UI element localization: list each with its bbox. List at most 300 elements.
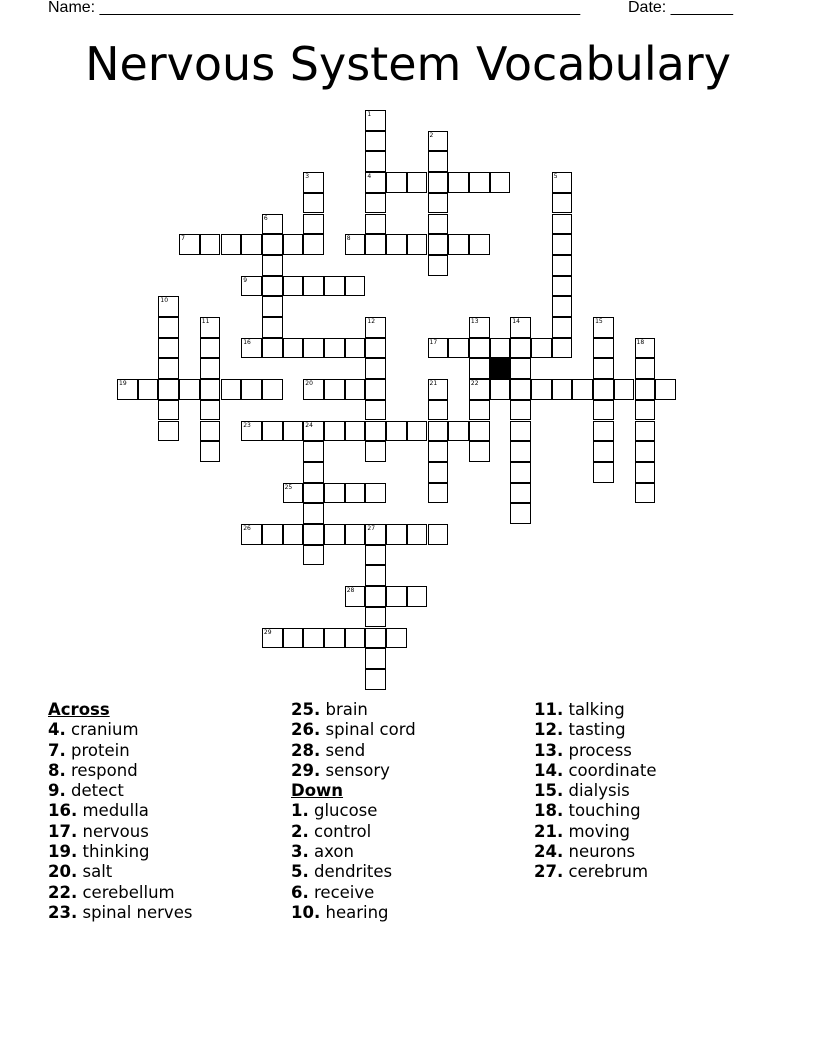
grid-cell[interactable] [345, 276, 366, 297]
clue-number: 2 [429, 131, 434, 139]
grid-cell[interactable] [365, 214, 386, 235]
grid-cell[interactable] [158, 421, 179, 442]
name-field-label[interactable]: Name: ______________________________________________________ [48, 0, 581, 16]
grid-cell[interactable] [365, 565, 386, 586]
grid-cell[interactable] [510, 483, 531, 504]
grid-cell[interactable] [469, 338, 490, 359]
grid-cell[interactable] [593, 338, 614, 359]
grid-cell[interactable] [552, 255, 573, 276]
grid-cell[interactable] [552, 276, 573, 297]
clue-item [48, 741, 192, 761]
clue-item-text: send [325, 740, 366, 760]
clue-item [291, 903, 416, 923]
grid-cell[interactable] [365, 317, 386, 338]
clue-number: 14 [512, 318, 520, 325]
clue-item-text: hearing [325, 902, 389, 922]
clue-item-text: glucose [314, 801, 378, 821]
grid-cell[interactable] [303, 462, 324, 483]
grid-cell[interactable] [386, 586, 407, 607]
grid-cell[interactable] [283, 234, 304, 255]
clue-item-number: 2. [291, 821, 309, 841]
grid-cell[interactable] [365, 648, 386, 669]
grid-cell[interactable] [345, 421, 366, 442]
grid-cell[interactable] [593, 358, 614, 379]
grid-cell[interactable] [593, 317, 614, 338]
grid-cell[interactable] [469, 234, 490, 255]
grid-cell[interactable] [428, 421, 449, 442]
grid-cell[interactable] [510, 462, 531, 483]
grid-cell[interactable] [448, 338, 469, 359]
clue-item [291, 842, 416, 862]
grid-cell[interactable] [241, 421, 262, 442]
grid-cell[interactable] [365, 586, 386, 607]
grid-cell[interactable] [241, 524, 262, 545]
grid-cell[interactable] [428, 483, 449, 504]
clue-item-text: sensory [325, 760, 390, 780]
grid-cell[interactable] [241, 379, 262, 400]
grid-cell[interactable] [407, 234, 428, 255]
clue-number: 8 [346, 235, 351, 243]
clue-item-text: coordinate [568, 760, 657, 780]
grid-cell[interactable] [531, 338, 552, 359]
clue-item-text: thinking [82, 842, 150, 862]
clue-item-text: tasting [568, 720, 626, 740]
clue-item [48, 781, 192, 801]
clue-item-text: cerebellum [82, 882, 175, 902]
grid-cell[interactable] [635, 358, 656, 379]
grid-cell[interactable] [510, 400, 531, 421]
grid-cell[interactable] [469, 441, 490, 462]
clue-item-text: talking [568, 700, 625, 719]
down-heading: Down [291, 781, 344, 801]
clue-number: 3 [305, 173, 310, 181]
clue-item-text: dialysis [568, 781, 630, 801]
clue-item [291, 801, 416, 821]
clue-item [291, 720, 416, 740]
clue-column-3 [534, 700, 657, 883]
grid-cell[interactable] [469, 172, 490, 193]
clue-number: 16 [243, 338, 251, 346]
clue-number: 27 [367, 525, 376, 532]
clue-number: 15 [595, 318, 603, 325]
grid-cell[interactable] [448, 172, 469, 193]
grid-cell[interactable] [303, 193, 324, 214]
grid-cell[interactable] [283, 524, 304, 545]
grid-cell[interactable] [262, 379, 283, 400]
grid-cell[interactable] [200, 441, 221, 462]
clue-item [291, 700, 416, 720]
grid-cell[interactable] [200, 234, 221, 255]
grid-cell[interactable] [614, 379, 635, 400]
grid-cell[interactable] [552, 296, 573, 317]
grid-cell[interactable] [469, 379, 490, 400]
clue-item-text: brain [325, 700, 368, 719]
clue-number: 25 [284, 483, 293, 491]
clue-number: 26 [243, 525, 251, 532]
clue-item-number: 24. [534, 842, 564, 862]
clue-item [48, 801, 192, 821]
grid-cell[interactable] [324, 628, 345, 649]
grid-cell[interactable] [365, 441, 386, 462]
grid-cell[interactable] [345, 628, 366, 649]
grid-cell[interactable] [345, 524, 366, 545]
clue-item-text: respond [71, 760, 138, 780]
grid-cell[interactable] [386, 524, 407, 545]
clue-item-number: 26. [291, 720, 321, 740]
clue-item-text: nervous [82, 821, 149, 841]
clue-item-text: spinal nerves [82, 902, 193, 922]
grid-cell[interactable] [283, 338, 304, 359]
clue-item-text: salt [82, 862, 113, 882]
grid-cell[interactable] [303, 276, 324, 297]
grid-cell[interactable] [469, 421, 490, 442]
grid-cell[interactable] [200, 317, 221, 338]
clue-item-number: 9. [48, 781, 66, 801]
grid-cell[interactable] [428, 193, 449, 214]
clue-number: 18 [636, 338, 645, 346]
grid-cell[interactable] [510, 503, 531, 524]
grid-cell[interactable] [158, 358, 179, 379]
clue-item-number: 5. [291, 862, 309, 882]
black-cell [490, 358, 511, 379]
grid-cell[interactable] [303, 524, 324, 545]
grid-cell[interactable] [635, 379, 656, 400]
grid-cell[interactable] [365, 669, 386, 690]
clue-item-text: medulla [82, 801, 149, 821]
grid-cell[interactable] [365, 379, 386, 400]
grid-cell[interactable] [283, 276, 304, 297]
clue-number: 28 [346, 587, 355, 595]
clue-item-text: dendrites [314, 862, 393, 882]
grid-cell[interactable] [303, 545, 324, 566]
grid-cell[interactable] [428, 338, 449, 359]
clue-item-text: touching [568, 801, 641, 821]
clue-item-number: 17. [48, 821, 78, 841]
grid-cell[interactable] [510, 338, 531, 359]
grid-cell[interactable] [365, 358, 386, 379]
grid-cell[interactable] [138, 379, 159, 400]
clue-item-number: 20. [48, 862, 78, 882]
grid-cell[interactable] [262, 276, 283, 297]
grid-cell[interactable] [221, 379, 242, 400]
grid-cell[interactable] [365, 172, 386, 193]
grid-cell[interactable] [407, 172, 428, 193]
clue-item-number: 10. [291, 902, 321, 922]
grid-cell[interactable] [593, 441, 614, 462]
clue-item-number: 1. [291, 801, 309, 821]
clue-item [48, 842, 192, 862]
grid-cell[interactable] [262, 628, 283, 649]
clue-item [534, 741, 657, 761]
grid-cell[interactable] [262, 255, 283, 276]
grid-cell[interactable] [510, 421, 531, 442]
clue-item-text: detect [71, 781, 124, 801]
grid-cell[interactable] [200, 421, 221, 442]
grid-cell[interactable] [365, 400, 386, 421]
grid-cell[interactable] [469, 317, 490, 338]
grid-cell[interactable] [365, 483, 386, 504]
grid-cell[interactable] [303, 628, 324, 649]
grid-cell[interactable] [324, 379, 345, 400]
grid-cell[interactable] [531, 379, 552, 400]
clue-item [534, 761, 657, 781]
grid-cell[interactable] [365, 110, 386, 131]
clue-item-number: 23. [48, 902, 78, 922]
grid-cell[interactable] [158, 338, 179, 359]
grid-cell[interactable] [200, 379, 221, 400]
grid-cell[interactable] [303, 503, 324, 524]
grid-cell[interactable] [365, 234, 386, 255]
grid-cell[interactable] [593, 462, 614, 483]
clue-number: 1 [367, 111, 372, 118]
grid-cell[interactable] [428, 131, 449, 152]
clue-number: 10 [160, 297, 169, 305]
grid-cell[interactable] [262, 296, 283, 317]
clue-item-number: 3. [291, 842, 309, 862]
grid-cell[interactable] [469, 358, 490, 379]
grid-cell[interactable] [283, 628, 304, 649]
clue-item [534, 862, 657, 882]
clue-number: 17 [429, 338, 438, 346]
grid-cell[interactable] [655, 379, 676, 400]
grid-cell[interactable] [428, 234, 449, 255]
grid-cell[interactable] [241, 234, 262, 255]
grid-cell[interactable] [262, 421, 283, 442]
grid-cell[interactable] [428, 441, 449, 462]
clue-number: 13 [470, 318, 479, 325]
grid-cell[interactable] [635, 462, 656, 483]
grid-cell[interactable] [324, 524, 345, 545]
grid-cell[interactable] [593, 421, 614, 442]
grid-cell[interactable] [490, 338, 511, 359]
grid-cell[interactable] [552, 214, 573, 235]
grid-cell[interactable] [386, 234, 407, 255]
grid-cell[interactable] [635, 400, 656, 421]
grid-cell[interactable] [386, 172, 407, 193]
grid-cell[interactable] [303, 483, 324, 504]
grid-cell[interactable] [407, 524, 428, 545]
clue-item-number: 22. [48, 882, 78, 902]
grid-cell[interactable] [552, 234, 573, 255]
grid-cell[interactable] [428, 524, 449, 545]
clue-item [291, 741, 416, 761]
grid-cell[interactable] [552, 317, 573, 338]
grid-cell[interactable] [158, 400, 179, 421]
clue-item-number: 21. [534, 821, 564, 841]
grid-cell[interactable] [324, 421, 345, 442]
grid-cell[interactable] [345, 483, 366, 504]
grid-cell[interactable] [593, 379, 614, 400]
clue-item-number: 18. [534, 801, 564, 821]
clue-item [48, 761, 192, 781]
grid-cell[interactable] [200, 400, 221, 421]
grid-cell[interactable] [407, 421, 428, 442]
grid-cell[interactable] [262, 234, 283, 255]
grid-cell[interactable] [428, 214, 449, 235]
clue-item-number: 15. [534, 781, 564, 801]
grid-cell[interactable] [635, 338, 656, 359]
grid-cell[interactable] [345, 586, 366, 607]
clue-item [291, 822, 416, 842]
clue-item-number: 6. [291, 882, 309, 902]
clue-item [48, 903, 192, 923]
grid-cell[interactable] [262, 317, 283, 338]
grid-cell[interactable] [365, 421, 386, 442]
clue-item-text: axon [314, 842, 354, 862]
clue-number: 5 [553, 173, 558, 181]
clue-item [291, 883, 416, 903]
clue-item [291, 761, 416, 781]
clue-number: 20 [305, 380, 313, 388]
grid-cell[interactable] [221, 234, 242, 255]
grid-cell[interactable] [469, 400, 490, 421]
grid-cell[interactable] [303, 441, 324, 462]
clue-item [48, 883, 192, 903]
grid-cell[interactable] [200, 358, 221, 379]
grid-cell[interactable] [324, 338, 345, 359]
grid-cell[interactable] [179, 379, 200, 400]
grid-cell[interactable] [365, 131, 386, 152]
grid-cell[interactable] [345, 234, 366, 255]
clue-number: 24 [305, 421, 313, 429]
clue-item-number: 7. [48, 740, 66, 760]
grid-cell[interactable] [386, 628, 407, 649]
clue-number: 22 [470, 380, 479, 388]
grid-cell[interactable] [283, 421, 304, 442]
grid-cell[interactable] [572, 379, 593, 400]
grid-cell[interactable] [324, 276, 345, 297]
grid-cell[interactable] [510, 317, 531, 338]
grid-cell[interactable] [303, 379, 324, 400]
clue-number: 7 [181, 235, 185, 243]
clue-item-text: cranium [71, 720, 139, 740]
grid-cell[interactable] [303, 338, 324, 359]
clue-item-number: 11. [534, 700, 564, 719]
clue-item-number: 12. [534, 720, 564, 740]
grid-cell[interactable] [552, 379, 573, 400]
grid-cell[interactable] [428, 462, 449, 483]
grid-cell[interactable] [365, 607, 386, 628]
clue-item-text: control [314, 821, 372, 841]
clue-item-text: protein [71, 740, 130, 760]
grid-cell[interactable] [241, 276, 262, 297]
clue-item [48, 720, 192, 740]
grid-cell[interactable] [635, 421, 656, 442]
grid-cell[interactable] [303, 421, 324, 442]
clue-item-number: 8. [48, 760, 66, 780]
grid-cell[interactable] [365, 338, 386, 359]
clue-item-number: 27. [534, 862, 564, 882]
grid-cell[interactable] [303, 234, 324, 255]
grid-cell[interactable] [179, 234, 200, 255]
grid-cell[interactable] [510, 441, 531, 462]
grid-cell[interactable] [490, 379, 511, 400]
grid-cell[interactable] [303, 214, 324, 235]
grid-cell[interactable] [428, 172, 449, 193]
clue-item [534, 842, 657, 862]
clue-number: 9 [243, 276, 248, 284]
grid-cell[interactable] [428, 151, 449, 172]
grid-cell[interactable] [262, 214, 283, 235]
grid-cell[interactable] [158, 379, 179, 400]
clue-column-1 [48, 700, 192, 923]
grid-cell[interactable] [200, 338, 221, 359]
grid-cell[interactable] [158, 296, 179, 317]
grid-cell[interactable] [303, 172, 324, 193]
clue-item-number: 14. [534, 760, 564, 780]
grid-cell[interactable] [324, 483, 345, 504]
grid-cell[interactable] [365, 628, 386, 649]
page-title: Nervous System Vocabulary [85, 37, 731, 91]
across-heading: Across [48, 700, 110, 719]
clue-number: 6 [263, 214, 268, 222]
grid-cell[interactable] [510, 379, 531, 400]
grid-cell[interactable] [635, 483, 656, 504]
date-field-label[interactable]: Date: _______ [628, 0, 733, 16]
clue-item [534, 781, 657, 801]
grid-cell[interactable] [365, 524, 386, 545]
grid-cell[interactable] [428, 255, 449, 276]
clue-item-number: 13. [534, 740, 564, 760]
grid-cell[interactable] [345, 379, 366, 400]
clue-item-text: moving [568, 821, 630, 841]
clue-number: 4 [367, 173, 372, 181]
grid-cell[interactable] [345, 338, 366, 359]
grid-cell[interactable] [552, 193, 573, 214]
clue-item [534, 822, 657, 842]
grid-cell[interactable] [117, 379, 138, 400]
clue-item [48, 822, 192, 842]
grid-cell[interactable] [365, 151, 386, 172]
grid-cell[interactable] [490, 172, 511, 193]
grid-cell[interactable] [407, 586, 428, 607]
clue-item-text: receive [314, 882, 375, 902]
grid-cell[interactable] [552, 338, 573, 359]
grid-cell[interactable] [552, 172, 573, 193]
clue-item [534, 801, 657, 821]
clue-item-number: 28. [291, 740, 321, 760]
clue-item-text: neurons [568, 842, 636, 862]
grid-cell[interactable] [635, 441, 656, 462]
grid-cell[interactable] [593, 400, 614, 421]
clue-item [534, 720, 657, 740]
clue-item [534, 700, 657, 720]
grid-cell[interactable] [365, 193, 386, 214]
grid-cell[interactable] [510, 358, 531, 379]
grid-cell[interactable] [158, 317, 179, 338]
grid-cell[interactable] [365, 545, 386, 566]
clue-item [291, 862, 416, 882]
clue-item-text: spinal cord [325, 720, 416, 740]
grid-cell[interactable] [241, 338, 262, 359]
clue-item [48, 862, 192, 882]
grid-cell[interactable] [428, 400, 449, 421]
grid-cell[interactable] [262, 524, 283, 545]
grid-cell[interactable] [448, 234, 469, 255]
clue-number: 23 [243, 421, 251, 429]
grid-cell[interactable] [448, 421, 469, 442]
grid-cell[interactable] [262, 338, 283, 359]
grid-cell[interactable] [283, 483, 304, 504]
grid-cell[interactable] [428, 379, 449, 400]
clue-item-text: cerebrum [568, 862, 649, 882]
clue-item-number: 25. [291, 700, 321, 719]
clue-item-number: 16. [48, 801, 78, 821]
clue-number: 21 [429, 380, 438, 388]
grid-cell[interactable] [386, 421, 407, 442]
clue-number: 29 [263, 628, 272, 636]
clue-item-number: 4. [48, 720, 66, 740]
